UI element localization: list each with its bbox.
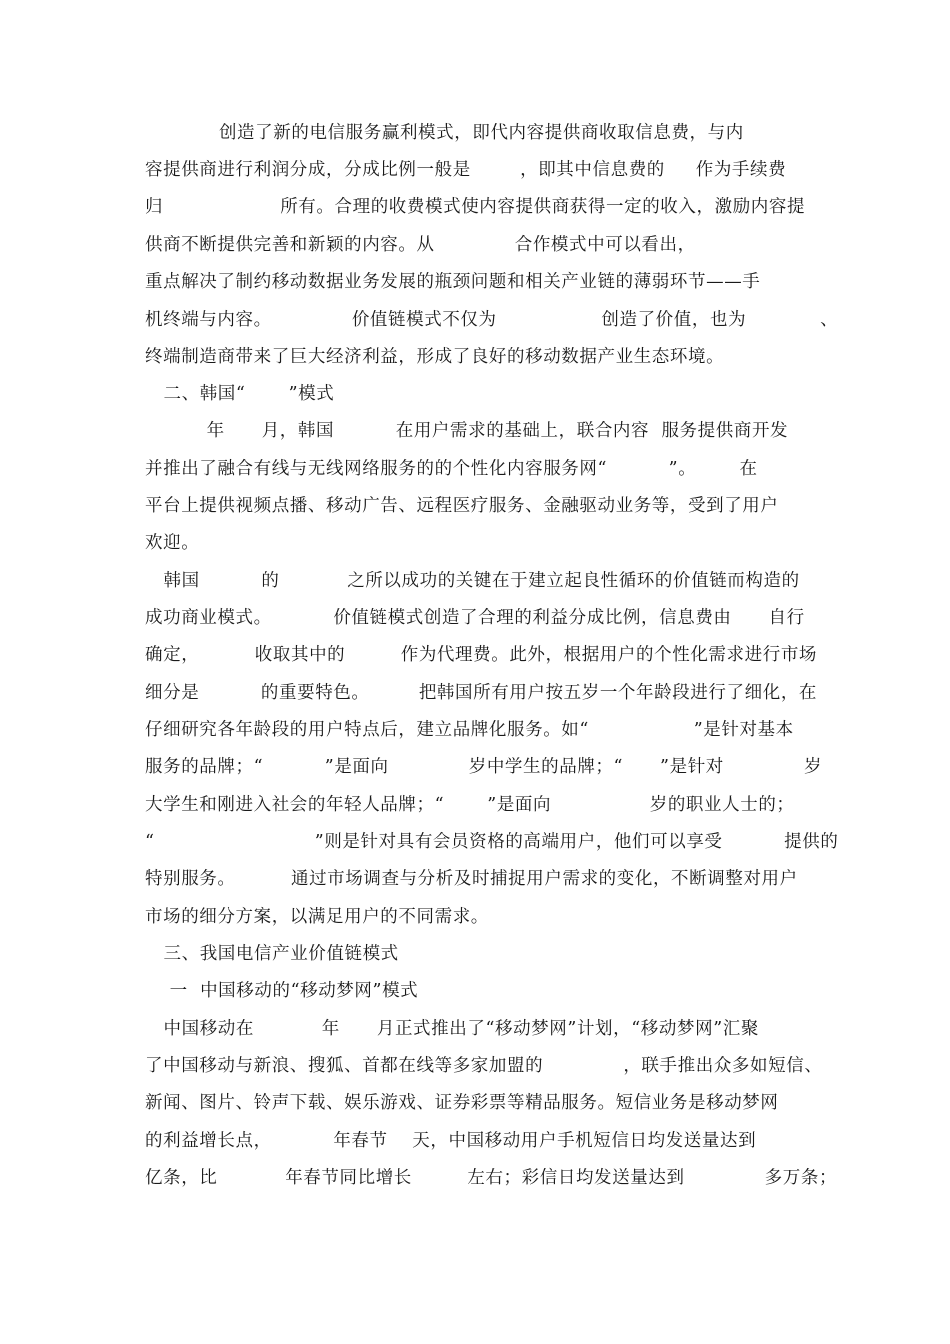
text-line-9: 年 月，韩国 在用户需求的基础上，联合内容 服务提供商开发 bbox=[145, 421, 789, 441]
text-line-20: “ ”则是针对具有会员资格的高端用户，他们可以享受 提供的 bbox=[145, 832, 839, 852]
text-line-3: 归 所有。合理的收费模式使内容提供商获得一定的收入，激励内容提 bbox=[145, 197, 806, 217]
text-line-15: 确定， 收取其中的 作为代理费。此外，根据用户的个性化需求进行市场 bbox=[145, 645, 818, 665]
text-line-10: 并推出了融合有线与无线网络服务的的个性化内容服务网“ ”。 在 bbox=[145, 459, 758, 479]
text-line-16: 细分是 的重要特色。 把韩国所有用户按五岁一个年龄段进行了细化，在 bbox=[145, 683, 818, 703]
text-line-29: 亿条，比 年春节同比增长 左右；彩信日均发送量达到 多万条； bbox=[145, 1168, 838, 1188]
text-line-25: 中国移动在 年 月正式推出了“移动梦网”计划，“移动梦网”汇聚 bbox=[145, 1019, 759, 1039]
text-line-26: 了中国移动与新浪、搜狐、首都在线等多家加盟的 ，联手推出众多如短信、 bbox=[145, 1056, 823, 1076]
text-line-28: 的利益增长点， 年春节 天，中国移动用户手机短信日均发送量达到 bbox=[145, 1131, 757, 1151]
text-line-18: 服务的品牌；“ ”是面向 岁中学生的品牌；“ ”是针对 岁 bbox=[145, 757, 823, 777]
text-line-17: 仔细研究各年龄段的用户特点后，建立品牌化服务。如“ ”是针对基本 bbox=[145, 720, 794, 740]
section-heading-china: 三、我国电信产业价值链模式 bbox=[145, 944, 399, 964]
text-line-22: 市场的细分方案，以满足用户的不同需求。 bbox=[145, 907, 489, 927]
text-line-21: 特别服务。 通过市场调查与分析及时捕捉用户需求的变化，不断调整对用户 bbox=[145, 869, 798, 889]
text-line-2: 容提供商进行利润分成，分成比例一般是 ，即其中信息费的 作为手续费 bbox=[145, 160, 787, 180]
text-line-4: 供商不断提供完善和新颖的内容。从 合作模式中可以看出， bbox=[145, 235, 696, 255]
text-line-6: 机终端与内容。 价值链模式不仅为 创造了价值，也为 、 bbox=[145, 310, 839, 330]
text-line-27: 新闻、图片、铃声下载、娱乐游戏、证券彩票等精品服务。短信业务是移动梦网 bbox=[145, 1093, 779, 1113]
subsection-heading-monternet: 一 中国移动的“移动梦网”模式 bbox=[145, 981, 419, 1001]
text-line-13: 韩国 的 之所以成功的关键在于建立起良性循环的价值链而构造的 bbox=[145, 571, 800, 591]
text-line-1: 创造了新的电信服务赢利模式，即代内容提供商收取信息费，与内 bbox=[145, 123, 744, 143]
text-line-5: 重点解决了制约移动数据业务发展的瓶颈问题和相关产业链的薄弱环节——手 bbox=[145, 272, 761, 292]
text-line-12: 欢迎。 bbox=[145, 533, 200, 553]
text-line-11: 平台上提供视频点播、移动广告、远程医疗服务、金融驱动业务等，受到了用户 bbox=[145, 496, 779, 516]
section-heading-korea: 二、韩国“ ”模式 bbox=[145, 384, 335, 404]
text-line-14: 成功商业模式。 价值链模式创造了合理的利益分成比例，信息费由 自行 bbox=[145, 608, 805, 628]
text-line-19: 大学生和刚进入社会的年轻人品牌；“ ”是面向 岁的职业人士的； bbox=[145, 795, 795, 815]
text-line-7: 终端制造商带来了巨大经济利益，形成了良好的移动数据产业生态环境。 bbox=[145, 347, 725, 367]
